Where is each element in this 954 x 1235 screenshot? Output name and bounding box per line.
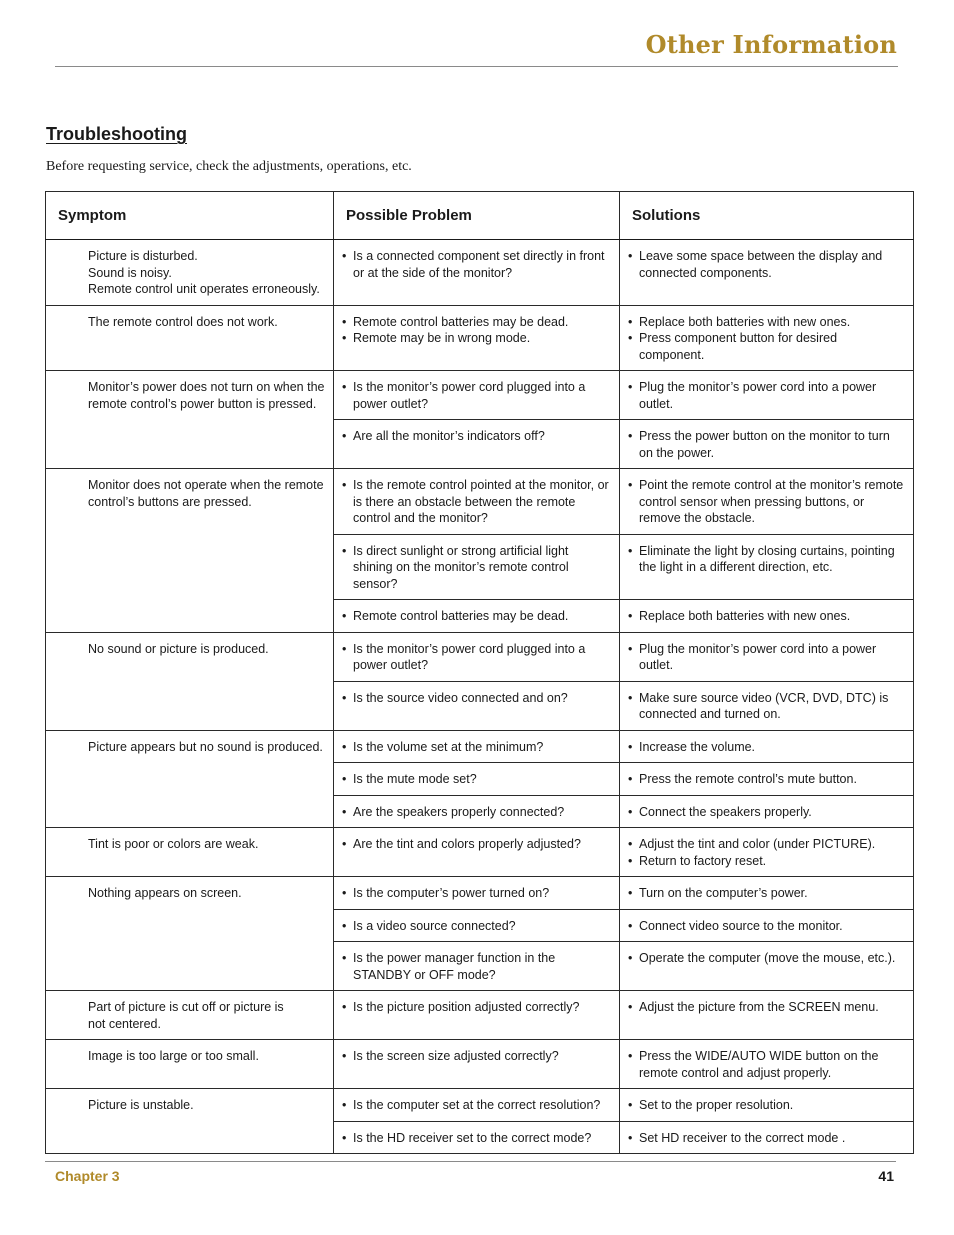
symptom-text: Image is too large or too small.	[88, 1049, 259, 1063]
problem-cell	[334, 681, 620, 730]
problem-item: • Remote control batteries may be dead.	[342, 314, 611, 331]
problem-cell	[334, 305, 620, 371]
problem-item: • Is the monitor’s power cord plugged into a power outlet?	[342, 379, 611, 412]
solution-cell	[620, 534, 914, 600]
column-header-possible-problem: Possible Problem	[334, 192, 620, 240]
problem-cell	[334, 795, 620, 828]
problem-cell	[334, 420, 620, 469]
symptom-text: Monitor’s power does not turn on when the remote control’s power button is pressed.	[88, 380, 325, 411]
symptom-text: The remote control does not work.	[88, 314, 278, 329]
problem-cell	[334, 730, 620, 763]
symptom-text: Picture is disturbed.	[88, 249, 198, 263]
column-header-symptom: Symptom	[46, 192, 334, 240]
problem-item: • Is the mute mode set?	[342, 771, 611, 788]
symptom-text: Remote control unit operates erroneously.	[88, 282, 320, 296]
solution-item: • Leave some space between the display and connected components.	[628, 248, 905, 281]
problem-cell	[334, 534, 620, 600]
problem-item: • Is the picture position adjusted correctly?	[342, 999, 611, 1016]
solution-cell	[620, 942, 914, 991]
footer-chapter: Chapter 3	[55, 1168, 120, 1184]
solution-item: • Operate the computer (move the mouse, etc.).	[628, 950, 905, 967]
table-row	[46, 877, 914, 910]
problem-cell	[334, 942, 620, 991]
solution-cell	[620, 469, 914, 535]
problem-item: • Is the computer’s power turned on?	[342, 885, 611, 902]
table-row	[46, 305, 914, 371]
solution-item: • Press the remote control’s mute button.	[628, 771, 905, 788]
table-header-row	[46, 192, 914, 240]
table-row	[46, 240, 914, 306]
problem-item: • Are all the monitor’s indicators off?	[342, 428, 611, 445]
symptom-cell	[46, 730, 334, 828]
solution-item: • Plug the monitor’s power cord into a power outlet.	[628, 641, 905, 674]
table-row	[46, 371, 914, 420]
problem-item: • Is the screen size adjusted correctly?	[342, 1048, 611, 1065]
solution-cell	[620, 1089, 914, 1122]
solution-cell	[620, 828, 914, 877]
symptom-cell	[46, 632, 334, 730]
symptom-text: Picture appears but no sound is produced.	[88, 739, 323, 754]
problem-item: • Is the HD receiver set to the correct mode?	[342, 1130, 611, 1147]
problem-cell	[334, 600, 620, 633]
problem-item: • Is the computer set at the correct resolution?	[342, 1097, 611, 1114]
problem-item: • Is a video source connected?	[342, 918, 611, 935]
table-row	[46, 632, 914, 681]
solution-cell	[620, 795, 914, 828]
solution-cell	[620, 909, 914, 942]
symptom-cell	[46, 240, 334, 306]
solution-cell	[620, 991, 914, 1040]
problem-item: • Is the power manager function in the STANDBY or OFF mode?	[342, 950, 611, 983]
solution-item: • Replace both batteries with new ones.	[628, 314, 905, 331]
solution-cell	[620, 681, 914, 730]
footer-page-number: 41	[878, 1168, 894, 1184]
table-row	[46, 828, 914, 877]
solution-cell	[620, 730, 914, 763]
solution-item: • Replace both batteries with new ones.	[628, 608, 905, 625]
table-row	[46, 730, 914, 763]
symptom-cell	[46, 991, 334, 1040]
solution-item: • Increase the volume.	[628, 739, 905, 756]
problem-item: • Remote may be in wrong mode.	[342, 330, 611, 347]
symptom-text: No sound or picture is produced.	[88, 641, 269, 656]
solution-item: • Eliminate the light by closing curtains, pointing the light in a different direction, etc.	[628, 543, 905, 576]
symptom-cell	[46, 1040, 334, 1089]
solution-cell	[620, 763, 914, 796]
solution-cell	[620, 420, 914, 469]
solution-item: • Set to the proper resolution.	[628, 1097, 905, 1114]
problem-cell	[334, 763, 620, 796]
problem-cell	[334, 632, 620, 681]
symptom-cell	[46, 828, 334, 877]
problem-item: • Are the speakers properly connected?	[342, 804, 611, 821]
troubleshooting-table	[45, 191, 914, 1154]
solution-item: • Point the remote control at the monitor’s remote control sensor when pressing buttons, or remove the obstacle.	[628, 477, 905, 527]
solution-cell	[620, 371, 914, 420]
symptom-text: Picture is unstable.	[88, 1098, 194, 1112]
solution-item: • Connect video source to the monitor.	[628, 918, 905, 935]
problem-item: • Is the volume set at the minimum?	[342, 739, 611, 756]
solution-item: • Turn on the computer’s power.	[628, 885, 905, 902]
solution-item: • Adjust the tint and color (under PICTURE).	[628, 836, 905, 853]
solution-cell	[620, 1121, 914, 1154]
symptom-cell	[46, 877, 334, 991]
problem-item: • Are the tint and colors properly adjusted?	[342, 836, 611, 853]
solution-cell	[620, 877, 914, 910]
symptom-text: not centered.	[88, 1016, 161, 1031]
problem-item: • Is a connected component set directly in front or at the side of the monitor?	[342, 248, 611, 281]
solution-item: • Make sure source video (VCR, DVD, DTC) is connected and turned on.	[628, 690, 905, 723]
problem-cell	[334, 1089, 620, 1122]
section-title: Troubleshooting	[46, 124, 187, 144]
symptom-cell	[46, 1089, 334, 1154]
page-header-title: Other Information	[645, 30, 897, 59]
solution-item: • Return to factory reset.	[628, 853, 905, 870]
solution-cell	[620, 632, 914, 681]
problem-cell	[334, 1040, 620, 1089]
solution-item: • Press the power button on the monitor to turn on the power.	[628, 428, 905, 461]
problem-cell	[334, 371, 620, 420]
symptom-text: Nothing appears on screen.	[88, 886, 242, 900]
table-body	[46, 240, 914, 1154]
problem-cell	[334, 240, 620, 306]
symptom-text: Monitor does not operate when the remote control’s buttons are pressed.	[88, 478, 324, 509]
intro-text: Before requesting service, check the adjustments, operations, etc.	[46, 159, 412, 174]
solution-item: • Plug the monitor’s power cord into a power outlet.	[628, 379, 905, 412]
problem-cell	[334, 991, 620, 1040]
problem-item: • Is the source video connected and on?	[342, 690, 611, 707]
problem-item: • Is direct sunlight or strong artificial light shining on the monitor’s remote control sensor?	[342, 543, 611, 593]
footer-divider	[45, 1161, 896, 1162]
symptom-cell	[46, 469, 334, 633]
problem-cell	[334, 469, 620, 535]
solution-item: • Set HD receiver to the correct mode .	[628, 1130, 905, 1147]
symptom-text: Sound is noisy.	[88, 265, 172, 280]
problem-cell	[334, 828, 620, 877]
problem-cell	[334, 1121, 620, 1154]
solution-item: • Connect the speakers properly.	[628, 804, 905, 821]
symptom-cell	[46, 305, 334, 371]
problem-cell	[334, 909, 620, 942]
table-row	[46, 991, 914, 1040]
table-row	[46, 1089, 914, 1122]
table-row	[46, 1040, 914, 1089]
solution-item: • Press the WIDE/AUTO WIDE button on the remote control and adjust properly.	[628, 1048, 905, 1081]
problem-cell	[334, 877, 620, 910]
solution-item: • Press component button for desired component.	[628, 330, 905, 363]
problem-item: • Is the monitor’s power cord plugged into a power outlet?	[342, 641, 611, 674]
solution-cell	[620, 600, 914, 633]
solution-cell	[620, 240, 914, 306]
symptom-text: Tint is poor or colors are weak.	[88, 837, 259, 851]
symptom-cell	[46, 371, 334, 469]
problem-item: • Remote control batteries may be dead.	[342, 608, 611, 625]
column-header-solutions: Solutions	[620, 192, 914, 240]
symptom-text: Part of picture is cut off or picture is	[88, 1000, 284, 1014]
solution-cell	[620, 305, 914, 371]
solution-item: • Adjust the picture from the SCREEN menu.	[628, 999, 905, 1016]
problem-item: • Is the remote control pointed at the monitor, or is there an obstacle between the remote control and the monitor?	[342, 477, 611, 527]
solution-cell	[620, 1040, 914, 1089]
table-row	[46, 469, 914, 535]
header-divider	[55, 66, 898, 67]
